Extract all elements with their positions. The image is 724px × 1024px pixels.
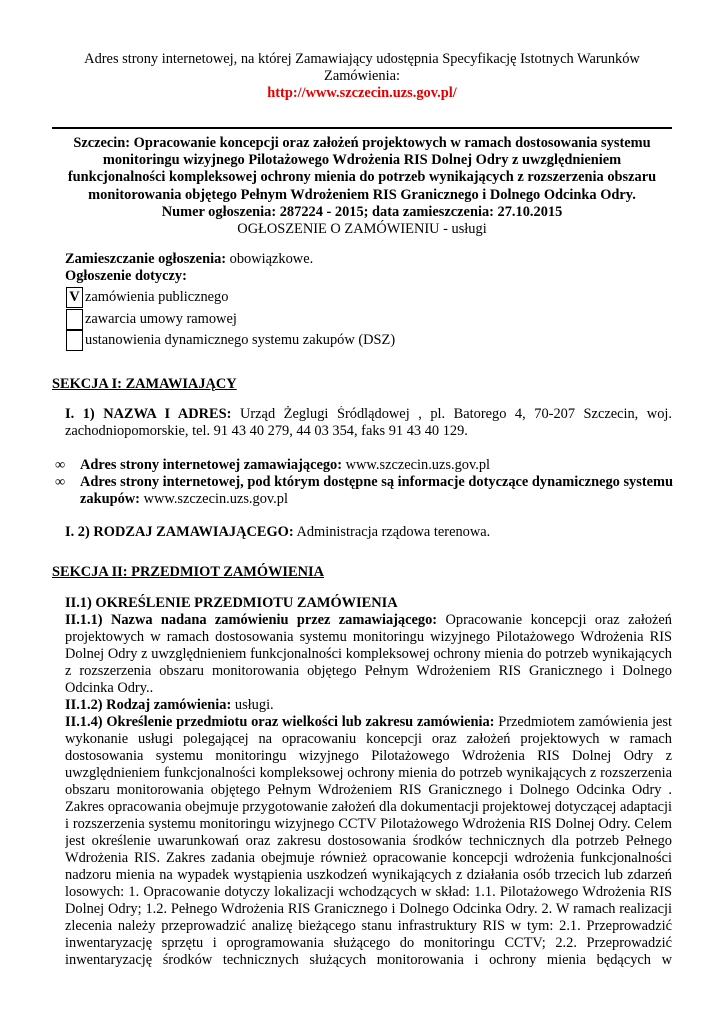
paragraph-line: nadzoru mienia na wypadek wystąpienia uszkodzeń wynikających z działania osób trzecich lub zdarzeń xyxy=(65,867,672,883)
option-row[interactable] xyxy=(66,287,228,308)
paragraph-line: inwentaryzację sprzętu i oprogramowania służącego do monitoringu CCTV; 2.2. Przeprowadzić xyxy=(65,935,672,951)
paragraph-line: Dolnej Odry; 1.2. Pełnego Wdrożenia RIS Granicznego i Dolnego Odcinka Odry. 2. W ramach realizacji xyxy=(65,901,672,917)
paragraph-line: Zakres opracowania obejmuje przygotowanie założeń dla dokumentacji projektowej dotyczącej adaptacji xyxy=(65,799,672,815)
option-row[interactable] xyxy=(66,309,237,330)
paragraph-line: Wdrożenia RIS. Zakres zadania obejmuje również opracowanie koncepcji wdrożenia funkcjonalności xyxy=(65,850,672,866)
title-line: monitorowania objętego Pełnym Wdrożeniem RIS Granicznego i Dolnego Odcinka Odry. xyxy=(88,186,636,203)
dsz-website-row xyxy=(80,491,288,508)
kind-value: usługi. xyxy=(231,697,274,713)
paragraph-text: Opracowanie koncepcji oraz założeń xyxy=(437,612,672,628)
section-2-heading: SEKCJA II: PRZEDMIOT ZAMÓWIENIA xyxy=(52,564,324,580)
kind-label: II.1.2) Rodzaj zamówienia: xyxy=(65,697,232,713)
option-label: zawarcia umowy ramowej xyxy=(85,310,237,327)
paragraph-line xyxy=(65,612,672,629)
paragraph-line: inwentaryzację środków technicznych służących monitorowania i ochrony mienia będących w xyxy=(65,952,672,968)
paragraph-line: obszaru monitorowania objętego Pełnym Wdrożeniem RIS Granicznego i Dolnego Odcinka Odry . xyxy=(65,782,672,798)
section-1-heading: SEKCJA I: ZAMAWIAJĄCY xyxy=(52,376,237,392)
paragraph-line: i rozszerzenia systemu monitoringu wizyjnego CCTV Pilotażowego Wdrożenia RIS Dolnej Odry. Celem xyxy=(65,816,672,832)
checkbox[interactable] xyxy=(66,309,83,330)
checkbox[interactable]: V xyxy=(66,287,83,308)
paragraph-line: Dolnej Odry z uwzględnieniem funkcjonalności kompleksowej ochrony mienia do potrzeb wynikających xyxy=(65,646,672,662)
paragraph-line xyxy=(65,714,672,731)
concerns-label: Ogłoszenie dotyczy: xyxy=(65,268,187,284)
name-address xyxy=(65,406,672,440)
notice-subtitle: OGŁOSZENIE O ZAMÓWIENIU - usługi xyxy=(237,221,487,238)
website-link[interactable]: www.szczecin.uzs.gov.pl xyxy=(342,457,491,473)
notice-title xyxy=(52,135,672,238)
subject-heading: II.1) OKREŚLENIE PRZEDMIOTU ZAMÓWIENIA xyxy=(65,595,398,611)
dsz-website-label: Adres strony internetowej, pod którym dostępne są informacje dotyczące dynamicznego systemu xyxy=(80,474,674,490)
section-2-body xyxy=(65,595,672,969)
checkbox[interactable] xyxy=(66,330,83,351)
paragraph-line: wykonanie usługi polegającej na opracowaniu koncepcji oraz założeń projektowych w ramach xyxy=(65,731,672,747)
name-address-line: zachodniopomorskie, tel. 91 43 40 279, 44 03 354, faks 91 43 40 129. xyxy=(65,423,468,439)
dsz-label: zakupów: xyxy=(80,491,140,507)
divider xyxy=(52,127,672,129)
paragraph-label: II.1.4) Określenie przedmiotu oraz wielkości lub zakresu zamówienia: xyxy=(65,714,495,730)
contracting-type xyxy=(65,524,490,541)
contracting-type-label: I. 2) RODZAJ ZAMAWIAJĄCEGO: xyxy=(65,524,294,540)
paragraph-label: II.1.1) Nazwa nadana zamówieniu przez zamawiającego: xyxy=(65,612,438,628)
header-line-1: Adres strony internetowej, na której Zamawiający udostępnia Specyfikację Istotnych Warunków xyxy=(84,51,640,67)
website-label: Adres strony internetowej zamawiającego: xyxy=(80,457,343,473)
specification-url-link[interactable]: http://www.szczecin.uzs.gov.pl/ xyxy=(267,85,457,101)
paragraph-text: Przedmiotem zamówienia jest xyxy=(494,714,672,730)
name-address-line: Urząd Żeglugi Śródlądowej , pl. Batorego 4, 70-207 Szczecin, woj. xyxy=(231,406,672,422)
bullet-icon: ∞ xyxy=(55,457,66,473)
paragraph-line: Odcinka Odry.. xyxy=(65,680,154,696)
bullet-icon: ∞ xyxy=(55,474,66,490)
dsz-website-link[interactable]: www.szczecin.uzs.gov.pl xyxy=(139,491,288,507)
paragraph-line: uwzględnieniem funkcjonalności kompleksowej ochrony mienia do potrzeb wynikających z rozszerzenia xyxy=(65,765,672,781)
placement-label: Zamieszczanie ogłoszenia: xyxy=(65,251,227,267)
placement-value: obowiązkowe. xyxy=(226,251,314,267)
paragraph-line: jest określenie uwarunkowań oraz zakresu dostosowania środków technicznych dla potrzeb Pełnego xyxy=(65,833,672,849)
paragraph-line: z rozszerzenia obszaru monitorowania objętego Pełnym Wdrożeniem RIS Granicznego i Dolnego xyxy=(65,663,672,679)
header-line-2: Zamówienia: xyxy=(324,68,400,84)
paragraph-line: zlecenia należy przeprowadzić analizę bieżącego stanu infrastruktury RIS w tym: 2.1. Przeprowadzić xyxy=(65,918,672,934)
option-label: zamówienia publicznego xyxy=(85,289,229,305)
option-label: ustanowienia dynamicznego systemu zakupów (DSZ) xyxy=(85,332,396,348)
paragraph-line: projektowych w ramach dostosowania systemu monitoringu wizyjnego Pilotażowego Wdrożenia RIS xyxy=(65,629,672,645)
title-line: monitoringu wizyjnego Pilotażowego Wdrożenia RIS Dolnej Odry z uwzględnieniem xyxy=(102,152,622,169)
title-line: Szczecin: Opracowanie koncepcji oraz założeń projektowych w ramach dostosowania systemu xyxy=(73,135,651,151)
contracting-type-value: Administracja rządowa terenowa. xyxy=(293,524,491,540)
option-row[interactable] xyxy=(66,330,395,351)
placement-row xyxy=(65,251,313,268)
name-address-label: I. 1) NAZWA I ADRES: xyxy=(65,406,232,422)
website-row xyxy=(80,457,490,474)
title-line: Numer ogłoszenia: 287224 - 2015; data zamieszczenia: 27.10.2015 xyxy=(161,203,563,220)
paragraph-line: losowych: 1. Opracowanie dotyczy lokalizacji wchodzących w skład: 1.1. Pilotażowego Wdrożenia RIS xyxy=(65,884,672,900)
paragraph-line: dostosowania systemu monitoringu wizyjnego Pilotażowego Wdrożenia RIS Dolnej Odry z xyxy=(65,748,672,764)
title-line: funkcjonalności kompleksowej ochrony mienia do potrzeb wynikających z rozszerzenia obszaru xyxy=(67,169,657,186)
